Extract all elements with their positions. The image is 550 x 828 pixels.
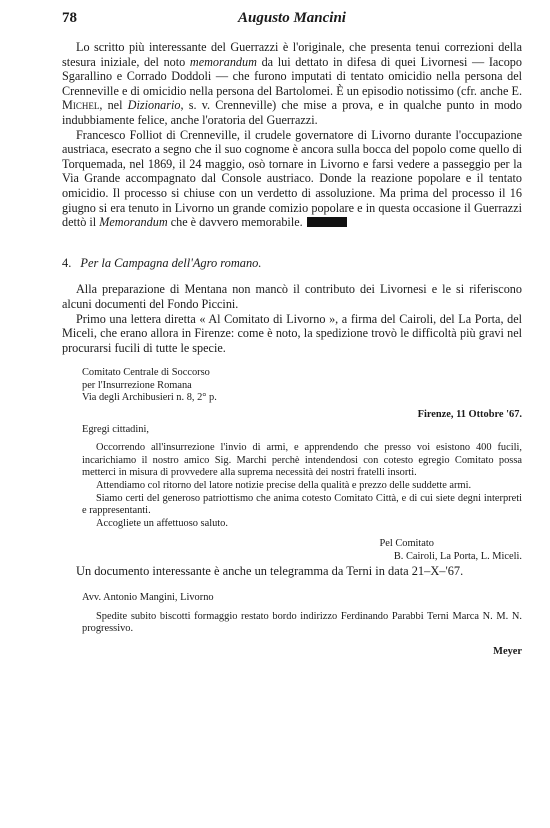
letter-paragraph: Siamo certi del generoso patriottismo che anima cotesto Comitato Città, e di cui siete degni interpreti e rappresentanti. <box>82 492 522 517</box>
address-line: per l'Insurrezione Romana <box>82 379 192 391</box>
text-run: che è davvero memorabile. <box>167 215 303 230</box>
page-number: 78 <box>62 10 77 26</box>
address-line: Via degli Archibusieri n. 8, 2° p. <box>82 392 217 404</box>
letter-signature <box>82 538 522 563</box>
text-run: da lui dettato in difesa di quei Livornesi — Iacopo Sgarallino e Corrado Doddoli — che furono imputati di tentato omicidio nella persona del Crenneville e di omicidio nella persona del Bartolomei. È un episodio notissimo (cfr. anche E. <box>62 54 522 98</box>
text-run: , nel <box>99 98 128 113</box>
address-line: Comitato Centrale di Soccorso <box>82 367 210 379</box>
letter-address <box>82 367 522 405</box>
section-number: 4. <box>62 255 72 270</box>
italic-word: memorandum <box>189 54 257 69</box>
letter-paragraph: Attendiamo col ritorno del latore notizie precise della qualità e prezzo delle suddette armi. <box>96 480 472 492</box>
telegram-signer: Meyer <box>493 645 522 657</box>
quoted-telegram <box>82 592 522 658</box>
letter-greeting: Egregi cittadini, <box>82 423 149 435</box>
paragraph-letter-intro: Primo una lettera diretta « Al Comitato di Livorno », a firma del Cairoli, del La Porta, del Miceli, che erano allora in Firenze: come è noto, la spedizione trovò le difficoltà più gravi nel procurarsi fucili di tutte le specie. <box>62 311 522 355</box>
section-title: Per la Campagna dell'Agro romano. <box>80 255 262 270</box>
italic-word: Memorandum <box>99 215 168 230</box>
paragraph-mentana: Alla preparazione di Mentana non mancò il contributo dei Livornesi e le si riferiscono alcuni documenti del Fondo Piccini. <box>62 282 522 311</box>
page-body <box>62 40 522 659</box>
running-head: Augusto Mancini <box>238 10 346 26</box>
author-name: Michel <box>62 98 100 113</box>
page-header <box>62 10 522 32</box>
signature-line: Pel Comitato <box>379 538 434 550</box>
text-run: , s. v. Crenneville) che mise a prova, e in qualche punto in modo indubbiamente felice, anche l'oratoria del Guerrazzi. <box>62 98 522 127</box>
letter-paragraph: Accogliete un affettuoso saluto. <box>96 517 228 529</box>
paragraph-telegram-intro: Un documento interessante è anche un telegramma da Terni in data 21–X–'67. <box>76 563 464 578</box>
quoted-letter <box>82 367 522 563</box>
italic-word: Dizionario <box>127 98 181 113</box>
text-run: Lo scritto più interessante del Guerrazzi è l'originale, che presenta tenui correzioni della stesura iniziale, del noto <box>62 40 522 69</box>
telegram-recipient: Avv. Antonio Mangini, Livorno <box>82 592 214 604</box>
letter-paragraph: Occorrendo all'insurrezione l'invio di armi, e apprendendo che presso voi esistono 400 fucili, incarichiamo il nostro amico Sig. Marchi perchè intendendosi con cotesto egregio Comitato possa metterci in misura di provvedere alla suprema necessità dei nostri fratelli insorti. <box>82 442 522 479</box>
telegram-text: Spedite subito biscotti formaggio restato bordo indirizzo Ferdinando Parabbi Terni Marca N. M. N. progressivo. <box>82 610 522 635</box>
text-run: Francesco Folliot di Crenneville, il crudele governatore di Livorno durante l'occupazione austriaca, esecrato a segno che il suo cognome è ancora sulla bocca del popolo come quello di Torquemada, nel 1869, il 24 maggio, osò tornare in Livorno e farsi vedere a passeggio per la Via Grande accompagnato dal Console austriaco. Donde la reazione popolare e il tentato omicidio. Il processo si chiuse con un verdetto di assoluzione. Ma prima del processo il 16 giugno si era tenuto in Livorno un grande comizio popolare e in questa occasione il Guerrazzi dettò il <box>62 127 522 230</box>
signature-names: B. Cairoli, La Porta, L. Miceli. <box>393 551 522 562</box>
redaction-mark <box>307 217 347 227</box>
paragraph-crenneville <box>62 128 522 230</box>
section-heading <box>62 256 522 271</box>
paragraph-memorandum-intro <box>62 40 522 128</box>
letter-date: Firenze, 11 Ottobre '67. <box>417 409 522 421</box>
